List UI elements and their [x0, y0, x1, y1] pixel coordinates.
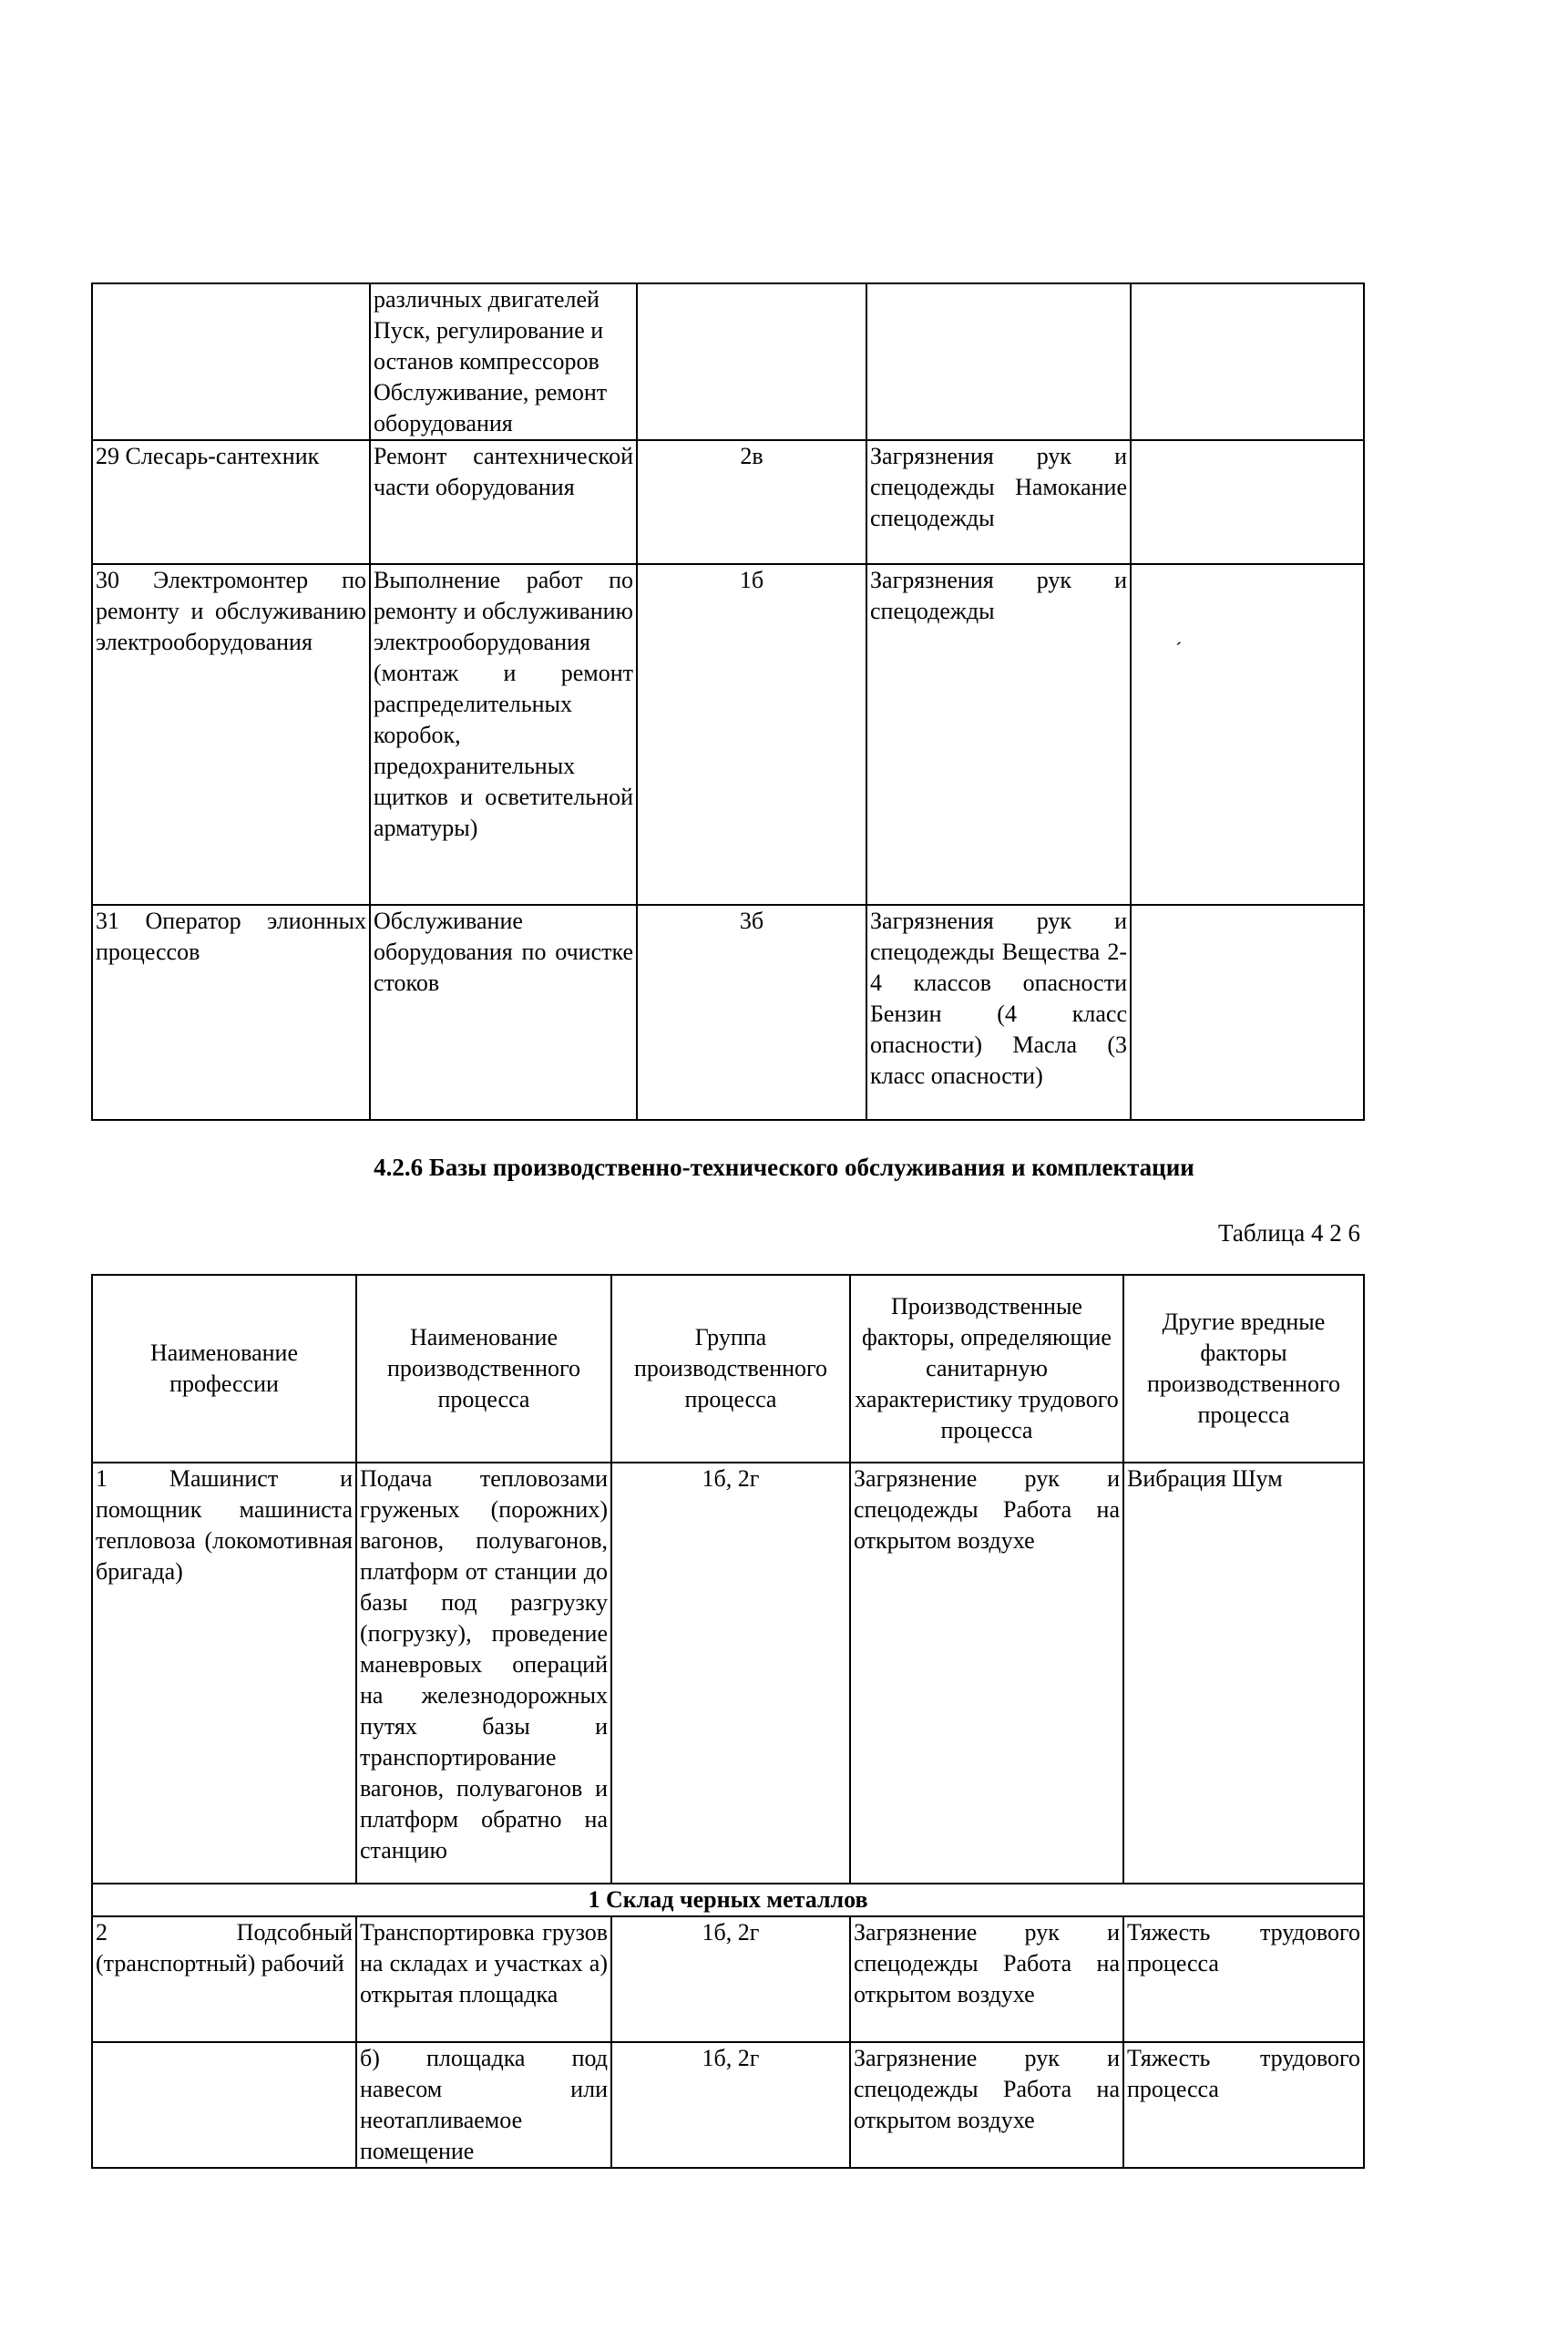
stray-mark: ´: [1175, 638, 1183, 661]
profession-cell: 31 Оператор элионных процессов: [92, 905, 370, 1120]
table-row: [92, 283, 1364, 440]
subsection-title: 1 Склад черных металлов: [92, 1884, 1364, 1916]
header-other: Другие вредные факторы производственного процесса: [1123, 1275, 1364, 1463]
process-cell: Транспортировка грузов на складах и участках а) открытая площадка: [356, 1916, 611, 2042]
factors-cell: [866, 283, 1131, 440]
profession-cell: 29 Слесарь-сантехник: [92, 440, 370, 564]
factors-cell: Загрязнение рук и спецодежды Работа на открытом воздухе: [850, 2042, 1123, 2168]
group-cell: 1б, 2г: [611, 2042, 850, 2168]
group-cell: 1б, 2г: [611, 1916, 850, 2042]
process-cell: Подача тепловозами груженых (порожних) вагонов, полувагонов, платформ от станции до базы под разгрузку (погрузку), проведение маневровых операций на железнодорожных путях базы и транспортирование вагонов, полувагонов и платформ обратно на станцию: [356, 1463, 611, 1884]
table-row: [92, 2042, 1364, 2168]
table-row: [92, 1916, 1364, 2042]
group-cell: 1б: [637, 564, 866, 905]
table-row: [92, 905, 1364, 1120]
other-factors-cell: [1131, 440, 1364, 564]
factors-cell: Загрязнения рук и спецодежды: [866, 564, 1131, 905]
header-factors: Производственные факторы, определяющие санитарную характеристику трудового процесса: [850, 1275, 1123, 1463]
section-heading: 4.2.6 Базы производственно-технического обслуживания и комплектации: [374, 1154, 1194, 1181]
group-cell: [637, 283, 866, 440]
group-cell: 2в: [637, 440, 866, 564]
header-profession: Наименование профессии: [92, 1275, 356, 1463]
header-group: Группа производственного процесса: [611, 1275, 850, 1463]
profession-cell: 1 Машинист и помощник машиниста тепловоза (локомотивная бригада): [92, 1463, 356, 1884]
process-cell: Ремонт сантехнической части оборудования: [370, 440, 637, 564]
process-cell: Обслуживание оборудования по очистке стоков: [370, 905, 637, 1120]
process-cell: различных двигателей Пуск, регулирование и останов компрессоров Обслуживание, ремонт оборудования: [370, 283, 637, 440]
factors-cell: Загрязнения рук и спецодежды Намокание спецодежды: [866, 440, 1131, 564]
profession-cell: 2 Подсобный (транспортный) рабочий: [92, 1916, 356, 2042]
other-factors-cell: Вибрация Шум: [1123, 1463, 1364, 1884]
header-process: Наименование производственного процесса: [356, 1275, 611, 1463]
process-cell: б) площадка под навесом или неотапливаемое помещение: [356, 2042, 611, 2168]
other-factors-cell: Тяжесть трудового процесса: [1123, 1916, 1364, 2042]
other-factors-cell: Тяжесть трудового процесса: [1123, 2042, 1364, 2168]
header-row: [92, 1275, 1364, 1463]
table-row: [92, 564, 1364, 905]
factors-cell: Загрязнение рук и спецодежды Работа на открытом воздухе: [850, 1463, 1123, 1884]
profession-cell: [92, 2042, 356, 2168]
table-row: [92, 1463, 1364, 1884]
subsection-row: [92, 1884, 1364, 1916]
other-factors-cell: [1131, 283, 1364, 440]
table-number: Таблица 4 2 6: [1218, 1219, 1360, 1247]
group-cell: 1б, 2г: [611, 1463, 850, 1884]
profession-cell: 30 Электромонтер по ремонту и обслуживанию электрооборудования: [92, 564, 370, 905]
table-continuation: [91, 282, 1365, 1121]
table-row: [92, 440, 1364, 564]
other-factors-cell: [1131, 564, 1364, 905]
factors-cell: Загрязнение рук и спецодежды Работа на открытом воздухе: [850, 1916, 1123, 2042]
profession-cell: [92, 283, 370, 440]
process-cell: Выполнение работ по ремонту и обслуживанию электрооборудования (монтаж и ремонт распределительных коробок, предохранительных щитков и осветительной арматуры): [370, 564, 637, 905]
factors-cell: Загрязнения рук и спецодежды Вещества 2-4 классов опасности Бензин (4 класс опасности) Масла (3 класс опасности): [866, 905, 1131, 1120]
other-factors-cell: [1131, 905, 1364, 1120]
table-main: [91, 1274, 1365, 2169]
group-cell: 3б: [637, 905, 866, 1120]
